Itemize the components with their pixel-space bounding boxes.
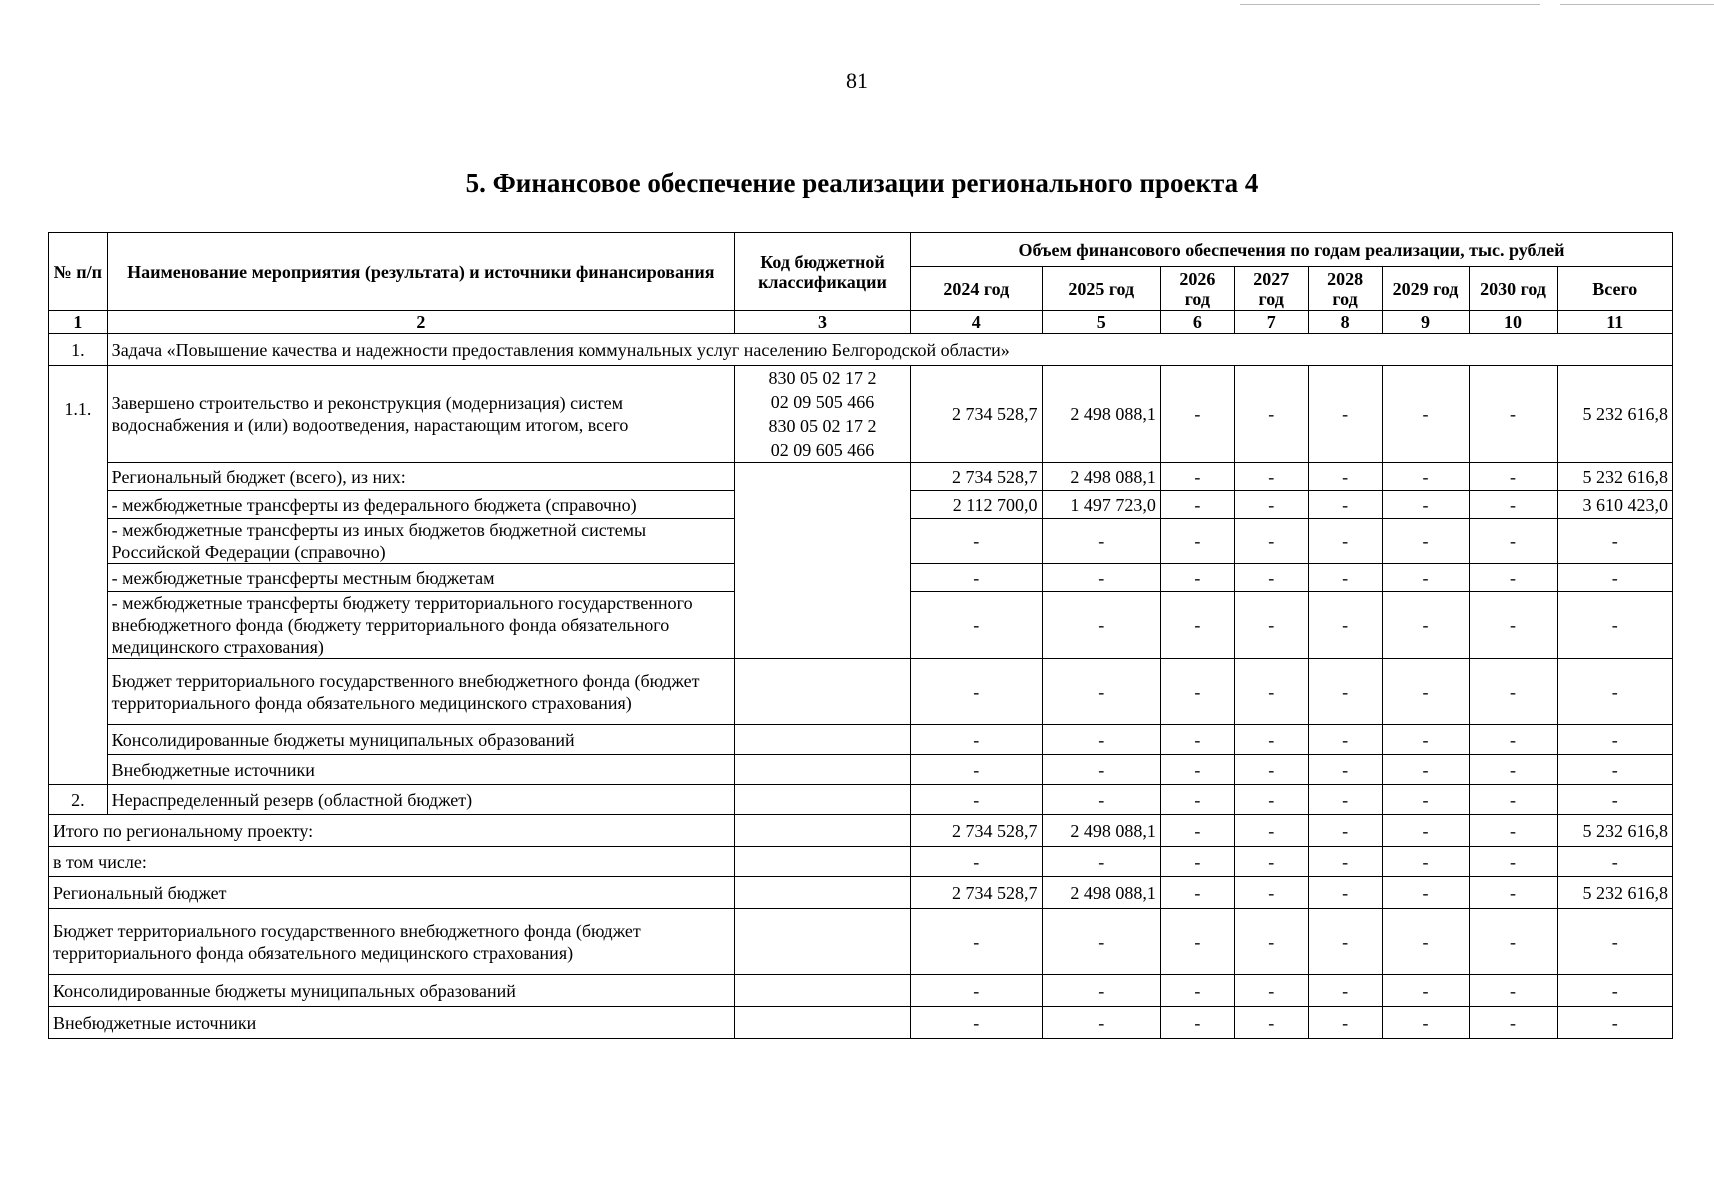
total-value: 5 232 616,8 [1557, 463, 1672, 491]
row-number: 1.1. [49, 366, 108, 785]
row-number: 1. [49, 334, 108, 366]
total-value: 5 232 616,8 [1557, 815, 1672, 847]
source-row [49, 659, 1673, 725]
total-value: - [1557, 785, 1672, 815]
source-row [49, 755, 1673, 785]
summary-row [49, 847, 1673, 877]
year-value: - [1469, 909, 1557, 975]
total-value: - [1557, 592, 1672, 659]
year-value: 2 498 088,1 [1042, 463, 1160, 491]
budget-code-line: 02 09 605 466 [770, 440, 875, 460]
row-name: Консолидированные бюджеты муниципальных образований [49, 975, 735, 1007]
column-number: 1 [49, 311, 108, 334]
year-value: - [1234, 519, 1308, 564]
row-number: 2. [49, 785, 108, 815]
row-name: Бюджет территориального государственного внебюджетного фонда (бюджет территориального фонда обязательного медицинского страхования) [107, 659, 734, 725]
year-value: 2 734 528,7 [911, 877, 1043, 909]
year-value: - [1382, 1007, 1469, 1039]
year-value: - [1469, 785, 1557, 815]
column-number: 11 [1557, 311, 1672, 334]
year-value: - [1469, 519, 1557, 564]
year-value: - [1308, 564, 1382, 592]
year-value: 2 498 088,1 [1042, 877, 1160, 909]
header-code: Код бюджетной классификации [734, 233, 910, 311]
year-value: - [1469, 847, 1557, 877]
year-value: 2 734 528,7 [911, 366, 1043, 463]
financing-table [48, 232, 1673, 1039]
reserve-row [49, 785, 1673, 815]
year-value: - [1382, 491, 1469, 519]
year-value: - [1234, 877, 1308, 909]
header-year-2029: 2029 год [1382, 267, 1469, 311]
year-value: - [1160, 1007, 1234, 1039]
year-value: - [1382, 519, 1469, 564]
budget-code-empty [734, 659, 910, 725]
total-value: 5 232 616,8 [1557, 366, 1672, 463]
year-value: - [1042, 755, 1160, 785]
header-year-2028: 2028 год [1308, 267, 1382, 311]
year-value: - [1469, 366, 1557, 463]
page-title: 5. Финансовое обеспечение реализации регионального проекта 4 [465, 168, 1259, 198]
year-value: - [911, 785, 1043, 815]
year-value: - [1042, 1007, 1160, 1039]
header-year-2030: 2030 год [1469, 267, 1557, 311]
summary-row [49, 877, 1673, 909]
year-value: - [1469, 725, 1557, 755]
year-value: - [1160, 725, 1234, 755]
year-value: - [1308, 815, 1382, 847]
year-value: 2 734 528,7 [911, 463, 1043, 491]
header-name: Наименование мероприятия (результата) и источники финансирования [107, 233, 734, 311]
year-value: - [1042, 847, 1160, 877]
source-row [49, 463, 1673, 491]
total-value: - [1557, 659, 1672, 725]
year-value: - [1042, 909, 1160, 975]
year-value: - [1308, 785, 1382, 815]
year-value: - [911, 725, 1043, 755]
total-value: - [1557, 519, 1672, 564]
scan-edge-line [1560, 4, 1714, 5]
year-value: - [911, 659, 1043, 725]
budget-code-empty [734, 815, 910, 847]
column-number: 6 [1160, 311, 1234, 334]
header-volume: Объем финансового обеспечения по годам реализации, тыс. рублей [911, 233, 1673, 267]
row-name: Консолидированные бюджеты муниципальных образований [107, 725, 734, 755]
year-value: - [1234, 815, 1308, 847]
year-value: - [1160, 975, 1234, 1007]
year-value: - [1234, 755, 1308, 785]
year-value: - [1469, 975, 1557, 1007]
column-number: 10 [1469, 311, 1557, 334]
year-value: - [1469, 815, 1557, 847]
year-value: - [911, 564, 1043, 592]
page-number: 81 [846, 68, 868, 93]
column-number: 7 [1234, 311, 1308, 334]
row-name: Нераспределенный резерв (областной бюджет) [107, 785, 734, 815]
row-name: - межбюджетные трансферты из иных бюджетов бюджетной системы Российской Федерации (справочно) [107, 519, 734, 564]
year-value: - [1308, 847, 1382, 877]
summary-row [49, 1007, 1673, 1039]
year-value: - [1160, 463, 1234, 491]
header-year-2027: 2027 год [1234, 267, 1308, 311]
year-value: - [1234, 564, 1308, 592]
year-value: - [1042, 975, 1160, 1007]
year-value: - [1382, 725, 1469, 755]
row-name: - межбюджетные трансферты из федерального бюджета (справочно) [107, 491, 734, 519]
row-name: Итого по региональному проекту: [49, 815, 735, 847]
budget-code-line: 830 05 02 17 2 [768, 416, 877, 436]
column-number: 5 [1042, 311, 1160, 334]
year-value: - [1234, 463, 1308, 491]
year-value: - [1234, 785, 1308, 815]
budget-code-empty [734, 1007, 910, 1039]
column-number: 8 [1308, 311, 1382, 334]
year-value: - [1160, 877, 1234, 909]
year-value: - [1308, 491, 1382, 519]
year-value: - [1382, 909, 1469, 975]
year-value: - [1160, 909, 1234, 975]
budget-code-empty [734, 785, 910, 815]
year-value: - [1160, 755, 1234, 785]
budget-code-empty [734, 877, 910, 909]
year-value: - [1160, 659, 1234, 725]
year-value: - [1042, 659, 1160, 725]
header-year-2025: 2025 год [1042, 267, 1160, 311]
header-total: Всего [1557, 267, 1672, 311]
year-value: - [1234, 847, 1308, 877]
budget-code-empty [734, 755, 910, 785]
column-number: 4 [911, 311, 1043, 334]
year-value: 2 112 700,0 [911, 491, 1043, 519]
year-value: - [1308, 463, 1382, 491]
year-value: - [1469, 877, 1557, 909]
year-value: - [911, 755, 1043, 785]
year-value: - [1469, 463, 1557, 491]
year-value: - [1160, 519, 1234, 564]
column-number: 9 [1382, 311, 1469, 334]
result-row [49, 366, 1673, 463]
year-value: - [911, 592, 1043, 659]
scan-edge-line [1240, 4, 1540, 5]
year-value: - [1308, 592, 1382, 659]
year-value: - [1234, 725, 1308, 755]
year-value: - [1308, 725, 1382, 755]
source-row [49, 725, 1673, 755]
year-value: - [1308, 659, 1382, 725]
year-value: - [1234, 975, 1308, 1007]
year-value: - [1469, 592, 1557, 659]
budget-code-line: 830 05 02 17 2 [768, 368, 877, 388]
year-value: - [1382, 659, 1469, 725]
year-value: - [1308, 519, 1382, 564]
year-value: - [1308, 366, 1382, 463]
total-value: - [1557, 847, 1672, 877]
year-value: - [1234, 491, 1308, 519]
year-value: - [1160, 815, 1234, 847]
table-body [49, 334, 1673, 1039]
column-number: 3 [734, 311, 910, 334]
summary-row [49, 975, 1673, 1007]
year-value: - [1234, 366, 1308, 463]
column-number: 2 [107, 311, 734, 334]
header-number: № п/п [49, 233, 108, 311]
year-value: - [911, 975, 1043, 1007]
year-value: - [1308, 1007, 1382, 1039]
budget-code-line: 02 09 505 466 [770, 392, 875, 412]
year-value: - [1382, 847, 1469, 877]
year-value: - [1234, 1007, 1308, 1039]
year-value: - [1160, 366, 1234, 463]
budget-code-empty [734, 463, 910, 659]
year-value: 2 498 088,1 [1042, 366, 1160, 463]
year-value: - [1469, 755, 1557, 785]
year-value: - [1308, 877, 1382, 909]
row-name: Региональный бюджет [49, 877, 735, 909]
table-header [49, 233, 1673, 334]
total-value: - [1557, 909, 1672, 975]
year-value: - [911, 1007, 1043, 1039]
budget-code-empty [734, 725, 910, 755]
total-value: - [1557, 755, 1672, 785]
year-value: - [1042, 564, 1160, 592]
row-name: - межбюджетные трансферты бюджету территориального государственного внебюджетного фонда (бюджету территориального фонда обязательного медицинского страхования) [107, 592, 734, 659]
header-year-2026: 2026 год [1160, 267, 1234, 311]
year-value: - [1160, 785, 1234, 815]
year-value: - [1042, 725, 1160, 755]
row-name: Региональный бюджет (всего), из них: [107, 463, 734, 491]
total-value: 3 610 423,0 [1557, 491, 1672, 519]
year-value: - [1042, 785, 1160, 815]
column-number-row [49, 311, 1673, 334]
total-value: 5 232 616,8 [1557, 877, 1672, 909]
summary-row [49, 909, 1673, 975]
row-name: Внебюджетные источники [49, 1007, 735, 1039]
task-text: Задача «Повышение качества и надежности предоставления коммунальных услуг населению Белгородской области» [107, 334, 1672, 366]
year-value: - [1234, 659, 1308, 725]
year-value: - [1469, 564, 1557, 592]
header-year-2024: 2024 год [911, 267, 1043, 311]
year-value: - [1042, 519, 1160, 564]
budget-code-empty [734, 909, 910, 975]
year-value: - [1382, 785, 1469, 815]
row-name: в том числе: [49, 847, 735, 877]
year-value: - [1308, 755, 1382, 785]
year-value: 2 498 088,1 [1042, 815, 1160, 847]
year-value: - [1382, 815, 1469, 847]
year-value: - [1469, 659, 1557, 725]
row-name: Завершено строительство и реконструкция (модернизация) систем водоснабжения и (или) водоотведения, нарастающим итогом, всего [107, 366, 734, 463]
year-value: - [1382, 564, 1469, 592]
year-value: - [911, 847, 1043, 877]
year-value: - [1234, 592, 1308, 659]
budget-code-cell [734, 366, 910, 463]
total-value: - [1557, 725, 1672, 755]
year-value: - [1382, 463, 1469, 491]
row-name: Бюджет территориального государственного внебюджетного фонда (бюджет территориального фонда обязательного медицинского страхования) [49, 909, 735, 975]
year-value: 1 497 723,0 [1042, 491, 1160, 519]
total-value: - [1557, 564, 1672, 592]
year-value: - [911, 909, 1043, 975]
year-value: - [1234, 909, 1308, 975]
year-value: - [1469, 491, 1557, 519]
year-value: - [1382, 877, 1469, 909]
total-value: - [1557, 975, 1672, 1007]
row-name: Внебюджетные источники [107, 755, 734, 785]
budget-code-empty [734, 847, 910, 877]
year-value: - [1160, 564, 1234, 592]
year-value: - [1308, 975, 1382, 1007]
year-value: - [1160, 592, 1234, 659]
year-value: - [1160, 847, 1234, 877]
total-value: - [1557, 1007, 1672, 1039]
year-value: - [1382, 975, 1469, 1007]
year-value: - [1469, 1007, 1557, 1039]
row-name: - межбюджетные трансферты местным бюджетам [107, 564, 734, 592]
summary-row [49, 815, 1673, 847]
budget-code-empty [734, 975, 910, 1007]
year-value: - [1042, 592, 1160, 659]
year-value: - [1308, 909, 1382, 975]
task-row [49, 334, 1673, 366]
year-value: - [1382, 366, 1469, 463]
year-value: - [911, 519, 1043, 564]
year-value: - [1382, 592, 1469, 659]
year-value: 2 734 528,7 [911, 815, 1043, 847]
year-value: - [1160, 491, 1234, 519]
year-value: - [1382, 755, 1469, 785]
